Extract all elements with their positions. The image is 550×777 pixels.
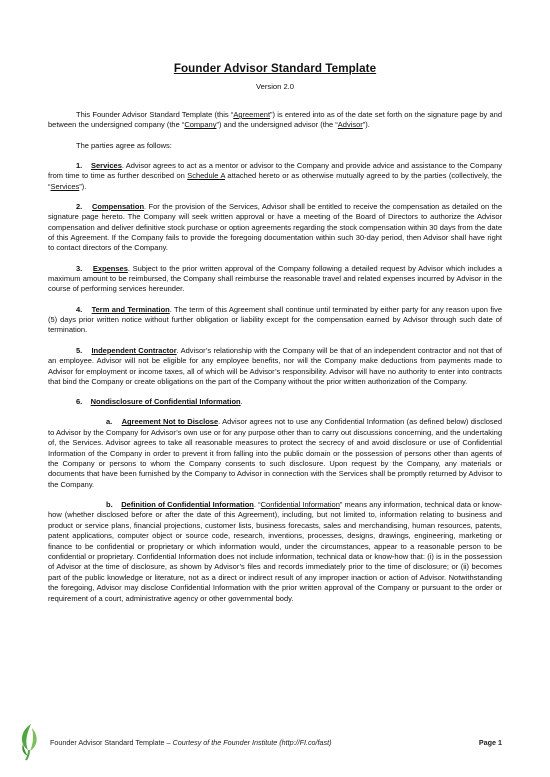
section-expenses: 3. Expenses. Subject to the prior written approval of the Company following a detailed request by Advisor which includes a maximum amount to be reimbursed, the Company shall reimburse the reasonable travel and related expenses incurred by Advisor in the course of performing services hereunder. bbox=[48, 263, 502, 294]
footer-credit: Founder Advisor Standard Template – Courtesy of the Founder Institute (http://FI.co/fast) bbox=[50, 738, 332, 747]
section-contractor: 5. Independent Contractor. Advisor’s relationship with the Company will be that of an independent contractor and not that of an employee. Advisor will not be eligible for any employee benefits, nor will the Company make deductions from payments made to Advisor for employment or income taxes, all of which will be Advisor’s responsibility. Advisor will have no authority to enter into contracts that bind the Company or create obligations on the part of the Company without the prior written authorization of the Company. bbox=[48, 345, 502, 386]
section-term: 4. Term and Termination. The term of this Agreement shall continue until terminated by either party for any reason upon five (5) days prior written notice without further obligation or liability except for the compensation earned by Advisor through such date of termination. bbox=[48, 304, 502, 335]
section-6b: b. Definition of Confidential Information. “Confidential Information” means any information, technical data or know-how (whether disclosed before or after the date of this Agreement), including, but not limited to, information relating to business and product or service plans, financial projections, customer lists, business forecasts, sales and merchandising, human resources, patents, patent applications, computer object or source code, research, inventions, processes, designs, drawings, engineering, marketing or finance to be confidential or proprietary or which information would, under the circumstances, appear to a reasonable person to be confidential or proprietary. Confidential Information does not include information, technical data or know-how that: (i) is in the possession of Advisor at the time of disclosure, as shown by Advisor’s files and records immediately prior to the time of disclosure; or (ii) becomes part of the public knowledge or literature, not as a direct or indirect result of any improper inaction or action of Advisor. Notwithstanding the foregoing, Advisor may disclose Confidential Information with the prior written approval of the Company or pursuant to the order or requirement of a court, administrative agency or other governmental body. bbox=[48, 499, 502, 603]
document-version: Version 2.0 bbox=[256, 82, 294, 91]
document-title: Founder Advisor Standard Template bbox=[173, 62, 377, 75]
leaf-icon bbox=[17, 722, 41, 762]
document-body bbox=[48, 110, 502, 614]
intro-paragraph: This Founder Advisor Standard Template (this “Agreement”) is entered into as of the date set forth on the signature page by and between the undersigned company (the “Company”) and the undersigned advisor (the “Advisor”). bbox=[48, 110, 502, 130]
section-services: 1. Services. Advisor agrees to act as a mentor or advisor to the Company and provide advice and assistance to the Company from time to time as further described on Schedule A attached hereto or as otherwise mutually agreed to by the parties (collectively, the “Services”). bbox=[48, 160, 502, 191]
parties-paragraph: The parties agree as follows: bbox=[76, 140, 172, 150]
page-footer bbox=[0, 720, 550, 777]
section-compensation: 2. Compensation. For the provision of the Services, Advisor shall be entitled to receive the compensation as detailed on the signature page hereto. The Company will seek written approval or have a meeting of the Board of Directors to authorize the Advisor compensation and deliver definitive stock purchase or option agreements regarding the stock compensation within 30 days from the date of this Agreement. If the Company fails to provide the foregoing documentation within such 30-day period, then Advisor shall have right to contact directors of the Company. bbox=[48, 201, 502, 253]
page-number: Page 1 bbox=[478, 738, 502, 747]
section-nondisclosure: 6. Nondisclosure of Confidential Information. bbox=[76, 397, 243, 407]
section-6a: a. Agreement Not to Disclose. Advisor agrees not to use any Confidential Information (as defined below) disclosed to Advisor by the Company for Advisor’s own use or for any purpose other than to carry out discussions concerning, and the undertaking of, the Services. Advisor agrees to take all reasonable measures to protect the secrecy of and avoid disclosure or use of Confidential Information of the Company in order to prevent it from falling into the public domain or the possession of persons other than agents of the Company or persons to whom the Company consents to such disclosure. Upon request by the Company, any materials or documents that have been furnished by the Company to Advisor in connection with the Services shall be promptly returned by Advisor to the Company. bbox=[48, 417, 502, 489]
